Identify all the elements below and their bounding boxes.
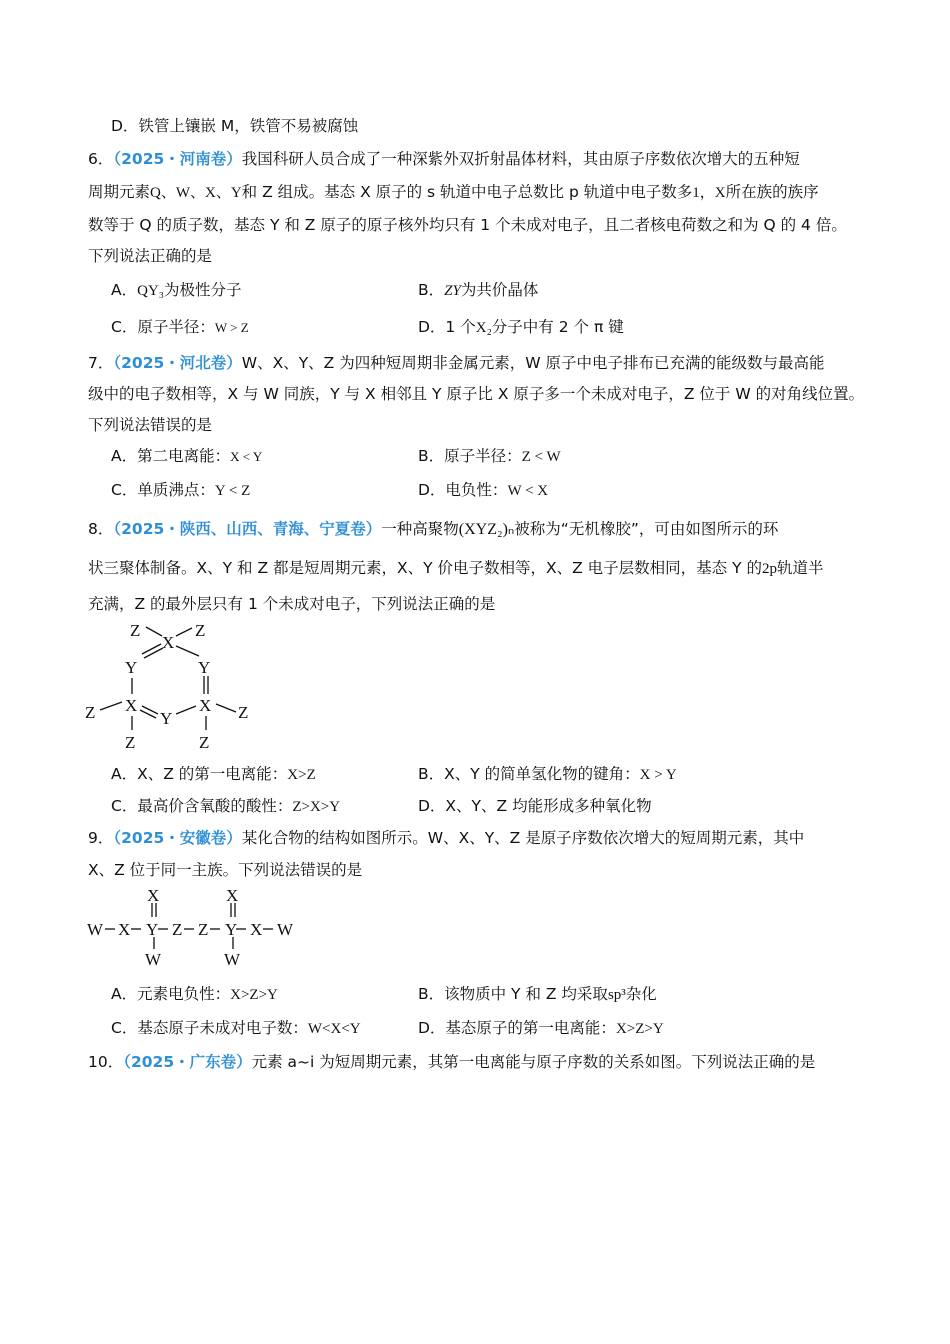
atom-z: Z (195, 621, 206, 640)
q10-source: （2025・广东卷） (123, 1053, 252, 1071)
option-text: 分子中有 2 个 π 键 (491, 318, 624, 336)
option-math: W < X (507, 483, 549, 499)
q8-text: 一种高聚物 (381, 520, 459, 538)
q8-option-b (418, 763, 677, 786)
q8-ring-structure-figure (84, 618, 264, 753)
q8-option-c (111, 795, 340, 818)
option-label: C．原子半径： (111, 318, 215, 336)
q10-number: 10． (88, 1053, 124, 1071)
option-math: W > Z (214, 320, 249, 335)
q5-option-d: D．铁管上镶嵌 M，铁管不易被腐蚀 (111, 117, 359, 135)
q7-option-c (111, 479, 250, 502)
atom-z: Z (125, 733, 136, 752)
atom-w: W (224, 950, 241, 969)
q8-text: 被称为“无机橡胶”，可由如图所示的环 (514, 520, 779, 538)
q6-option-c (111, 316, 249, 339)
q10-text: 元素 a~i 为短周期元素，其第一电离能与原子序数的关系如图。下列说法正确的是 (251, 1053, 816, 1071)
q6-math: Q、W、X、Y (150, 185, 242, 201)
q7-option-b (418, 445, 561, 468)
atom-z: Z (238, 703, 249, 722)
option-math: W<X<Y (307, 1021, 361, 1037)
option-math: Y < Z (214, 483, 251, 499)
q9-line-2: X、Z 位于同一主族。下列说法错误的是 (88, 861, 363, 879)
atom-x: X (199, 696, 212, 715)
q8-math: 2p (762, 561, 777, 577)
q8-source: （2025・陕西、山西、青海、宁夏卷） (113, 520, 382, 538)
atom-x: X (226, 886, 239, 905)
atom-z: Z (199, 733, 210, 752)
q7-line-1 (88, 352, 824, 374)
q6-line-1 (88, 148, 800, 170)
option-label: A．X、Z 的第一电离能： (111, 765, 288, 783)
q6-math: 1，X (692, 185, 726, 201)
q6-text: 周期元素 (88, 183, 151, 201)
q9-option-c (111, 1017, 361, 1040)
atom-y: Y (125, 658, 138, 677)
option-label: C．最高价含氧酸的酸性： (111, 797, 293, 815)
option-math: X>Z>Y (615, 1021, 664, 1037)
q9-line-1 (88, 827, 804, 849)
q6-option-a (111, 279, 242, 302)
atom-w: W (145, 950, 162, 969)
q6-text: 所在族的族序 (725, 183, 819, 201)
q9-number: 9． (88, 829, 114, 847)
q10-line-1 (88, 1051, 815, 1073)
q8-text: 轨道半 (777, 559, 824, 577)
q6-source: （2025・河南卷） (113, 150, 242, 168)
option-math: QY₃ (137, 283, 165, 299)
q7-text: W、X、Y、Z 为四种短周期非金属元素，W 原子中电子排布已充满的能级数与最高能 (241, 354, 825, 372)
atom-y: Y (146, 920, 159, 939)
atom-z: Z (85, 703, 96, 722)
option-text: 为极性分子 (164, 281, 242, 299)
option-math: X > Y (639, 767, 677, 783)
q6-number: 6． (88, 150, 114, 168)
q9-text: 某化合物的结构如图所示。W、X、Y、Z 是原子序数依次增大的短周期元素，其中 (241, 829, 805, 847)
option-label: B．该物质中 Y 和 Z 均采取 (418, 985, 608, 1003)
q6-text: 和 Z 组成。基态 X 原子的 s 轨道中电子总数比 p 轨道中电子数多 (241, 183, 693, 201)
q8-line-2 (88, 557, 824, 580)
atom-z: Z (172, 920, 183, 939)
q6-line-2 (88, 181, 819, 204)
option-math: Z>X>Y (292, 799, 341, 815)
atom-x: X (147, 886, 160, 905)
q8-text: 状三聚体制备。X、Y 和 Z 都是短周期元素，X、Y 价电子数相等，X、Z 电子层数相同，基态 Y 的 (88, 559, 762, 577)
q7-option-a (111, 445, 262, 468)
atom-y: Y (225, 920, 238, 939)
option-math: X>Z>Y (230, 987, 278, 1003)
option-label: B． (418, 281, 445, 299)
q7-line-3: 下列说法错误的是 (88, 416, 213, 434)
q9-option-a (111, 983, 278, 1006)
q9-option-b (418, 983, 657, 1006)
atom-x: X (250, 920, 263, 939)
q6-line-3: 数等于 Q 的质子数，基态 Y 和 Z 原子的原子核外均只有 1 个未成对电子，且二者核电荷数之和为 Q 的 4 倍。 (88, 216, 847, 234)
option-label: A．第二电离能： (111, 447, 231, 465)
option-label: A．元素电负性： (111, 985, 231, 1003)
atom-w: W (277, 920, 294, 939)
q6-option-b (418, 279, 538, 302)
option-math: X < Y (230, 449, 263, 464)
q9-option-d (418, 1017, 664, 1040)
atom-z: Z (198, 920, 209, 939)
atom-y: Y (160, 709, 173, 728)
q8-option-d: D．X、Y、Z 均能形成多种氧化物 (418, 797, 652, 815)
q7-source: （2025・河北卷） (113, 354, 242, 372)
option-math: X₂ (475, 320, 492, 336)
option-label: B．原子半径： (418, 447, 522, 465)
option-label: D．基态原子的第一电离能： (418, 1019, 616, 1037)
q6-text: 我国科研人员合成了一种深紫外双折射晶体材料，其由原子序数依次增大的五种短 (241, 150, 800, 168)
option-math: X>Z (287, 767, 316, 783)
q7-line-2: 级中的电子数相等，X 与 W 同族，Y 与 X 相邻且 Y 原子比 X 原子多一个未成对电子，Z 位于 W 的对角线位置。 (88, 385, 865, 403)
option-label: D．1 个 (418, 318, 476, 336)
q8-line-3: 充满，Z 的最外层只有 1 个未成对电子，下列说法正确的是 (88, 595, 496, 613)
atom-y: Y (198, 658, 211, 677)
option-label: D．电负性： (418, 481, 508, 499)
option-label: C．单质沸点： (111, 481, 215, 499)
atom-x: X (162, 633, 175, 652)
q7-option-d (418, 479, 548, 502)
q9-source: （2025・安徽卷） (113, 829, 242, 847)
atom-w: W (87, 920, 104, 939)
q8-line-1 (88, 518, 778, 541)
q6-option-d (418, 316, 624, 339)
option-label: C．基态原子未成对电子数： (111, 1019, 308, 1037)
atom-x: X (118, 920, 131, 939)
option-label: B．X、Y 的简单氢化物的键角： (418, 765, 640, 783)
q7-number: 7． (88, 354, 114, 372)
q8-formula: (XYZ₂)ₙ (458, 521, 515, 538)
atom-x: X (125, 696, 138, 715)
option-text: 杂化 (625, 985, 657, 1003)
q6-line-4: 下列说法正确的是 (88, 247, 213, 265)
option-math: ZY (444, 283, 461, 299)
option-text: 为共价晶体 (460, 281, 539, 299)
q9-chain-structure-figure (86, 885, 308, 970)
option-math: Z < W (521, 449, 561, 465)
option-math: sp³ (607, 987, 626, 1003)
q8-number: 8． (88, 520, 114, 538)
q8-option-a (111, 763, 316, 786)
atom-z: Z (130, 621, 141, 640)
option-label: A． (111, 281, 138, 299)
